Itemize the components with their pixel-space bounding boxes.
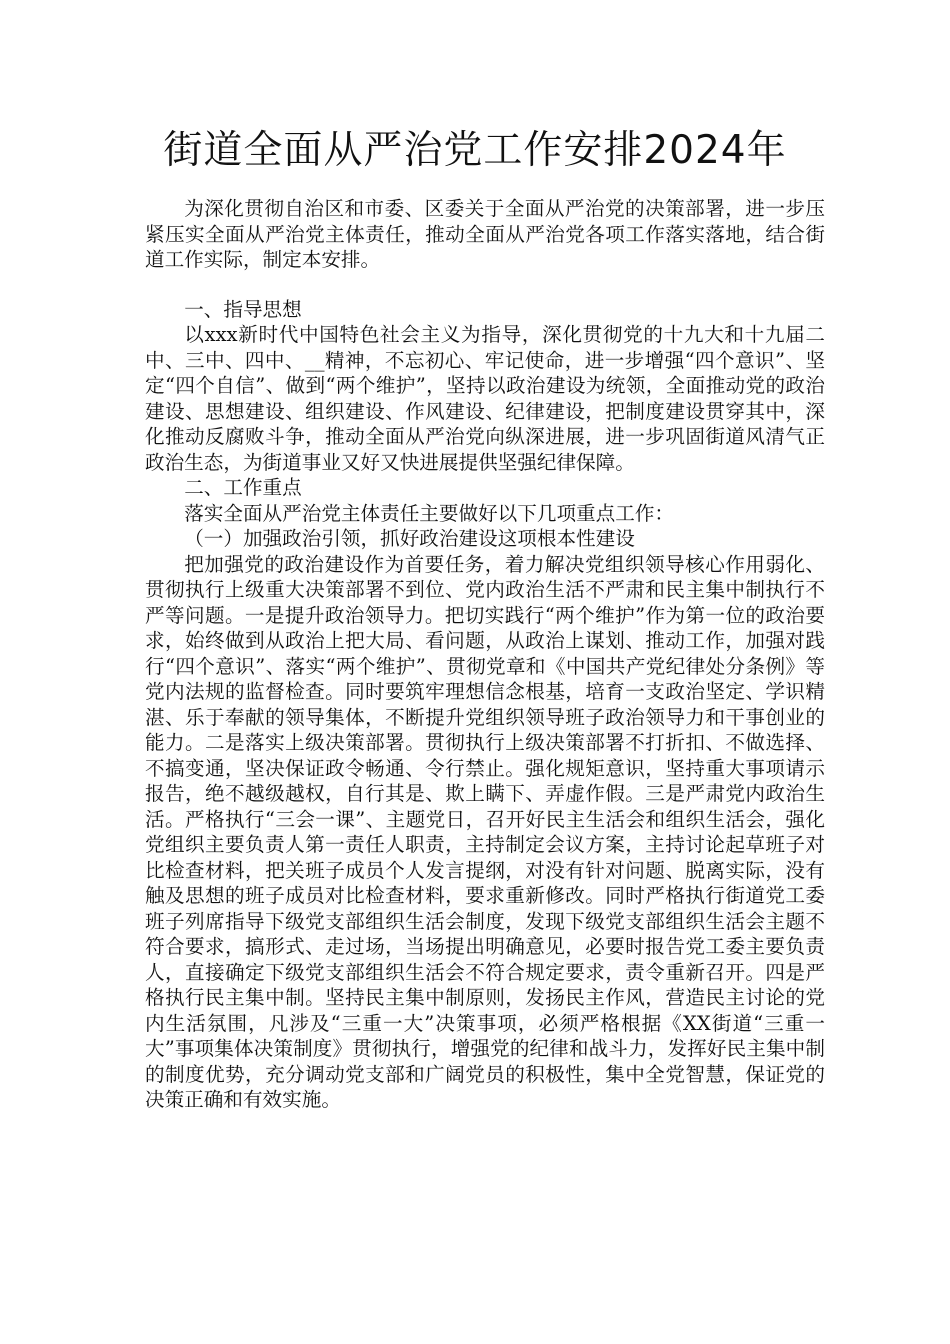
- work-focus-intro-paragraph: 落实全面从严治党主体责任主要做好以下几项重点工作：: [184, 501, 675, 525]
- document-title: 街道全面从严治党工作安排2024年: [163, 128, 787, 173]
- document-body: [145, 196, 825, 1113]
- subsection-heading-1: （一）加强政治引领，抓好政治建设这项根本性建设: [184, 527, 635, 550]
- section-heading-1: 一、指导思想: [184, 297, 302, 321]
- guiding-thought-paragraph: 以xxx新时代中国特色社会主义为指导，深化贯彻党的十九大和十九届二中、三中、四中、__精神，不忘初心、牢记使命，进一步增强“四个意识”、坚定“四个自信”、做到“两个维护”，坚持以政治建设为统领，全面推动党的政治建设、思想建设、组织建设、作风建设、纪律建设，把制度建设贯穿其中，深化推动反腐败斗争，推动全面从严治党向纵深进展，进一步巩固街道风清气正政治生态，为街道事业又好又快进展提供坚强纪律保障。: [145, 323, 825, 474]
- intro-paragraph: 为深化贯彻自治区和市委、区委关于全面从严治党的决策部署，进一步压紧压实全面从严治党主体责任，推动全面从严治党各项工作落实落地，结合街道工作实际，制定本安排。: [145, 197, 825, 271]
- section-heading-2: 二、工作重点: [184, 476, 302, 499]
- political-construction-paragraph: 把加强党的政治建设作为首要任务，着力解决党组织领导核心作用弱化、贯彻执行上级重大决策部署不到位、党内政治生活不严肃和民主集中制执行不严等问题。一是提升政治领导力。把切实践行“两个维护”作为第一位的政治要求，始终做到从政治上把大局、看问题，从政治上谋划、推动工作，加强对践行“四个意识”、落实“两个维护”、贯彻党章和《中国共产党纪律处分条例》等党内法规的监督检查。同时要筑牢理想信念根基，培育一支政治坚定、学识精湛、乐于奉献的领导集体，不断提升党组织领导班子政治领导力和干事创业的能力。二是落实上级决策部署。贯彻执行上级决策部署不打折扣、不做选择、不搞变通，坚决保证政令畅通、令行禁止。强化规矩意识，坚持重大事项请示报告，绝不越级越权，自行其是、欺上瞒下、弄虚作假。三是严肃党内政治生活。严格执行“三会一课”、主题党日，召开好民主生活会和组织生活会，强化党组织主要负责人第一责任人职责，主持制定会议方案，主持讨论起草班子对比检查材料，把关班子成员个人发言提纲，对没有针对问题、脱离实际，没有触及思想的班子成员对比检查材料，要求重新修改。同时严格执行街道党工委班子列席指导下级党支部组织生活会制度，发现下级党支部组织生活会主题不符合要求，搞形式、走过场，当场提出明确意见，必要时报告党工委主要负责人，直接确定下级党支部组织生活会不符合规定要求，责令重新召开。四是严格执行民主集中制。坚持民主集中制原则，发扬民主作风，营造民主讨论的党内生活氛围，凡涉及“三重一大”决策事项，必须严格根据《XX街道“三重一大”事项集体决策制度》贯彻执行，增强党的纪律和战斗力，发挥好民主集中制的制度优势，充分调动党支部和广阔党员的积极性，集中全党智慧，保证党的决策正确和有效实施。: [145, 552, 825, 1111]
